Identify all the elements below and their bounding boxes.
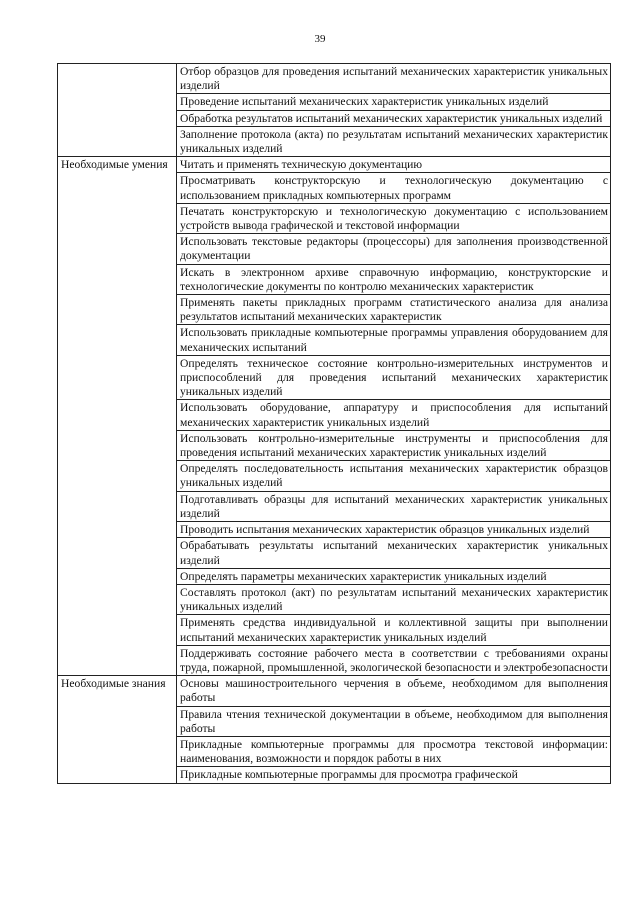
requirements-table-body [58,64,611,784]
requirement-item: Определять техническое состояние контрольно-измерительных инструментов и приспособлений для проведения испытаний механических характеристик уникальных изделий [177,355,611,400]
requirement-item: Прикладные компьютерные программы для просмотра графической [177,767,611,783]
group-label [58,64,177,157]
requirement-item: Применять средства индивидуальной и коллективной защиты при выполнении испытаний механических характеристик уникальных изделий [177,615,611,645]
requirement-item: Применять пакеты прикладных программ статистического анализа для анализа результатов испытаний механических характеристик [177,295,611,325]
group-label: Необходимые умения [58,157,177,676]
requirement-item: Проводить испытания механических характеристик образцов уникальных изделий [177,522,611,538]
table-row [58,157,611,173]
page-number: 39 [314,33,326,45]
requirement-item: Обрабатывать результаты испытаний механических характеристик уникальных изделий [177,538,611,568]
requirement-item: Правила чтения технической документации в объеме, необходимом для выполнения работы [177,706,611,736]
requirement-item: Составлять протокол (акт) по результатам испытаний механических характеристик уникальных изделий [177,584,611,614]
requirement-item: Подготавливать образцы для испытаний механических характеристик уникальных изделий [177,491,611,521]
group-label: Необходимые знания [58,676,177,783]
requirement-item: Основы машиностроительного черчения в объеме, необходимом для выполнения работы [177,676,611,706]
requirement-item: Читать и применять техническую документацию [177,157,611,173]
requirements-table [57,63,611,784]
requirement-item: Прикладные компьютерные программы для просмотра текстовой информации: наименования, возможности и порядок работы в них [177,736,611,766]
requirement-item: Определять параметры механических характеристик уникальных изделий [177,568,611,584]
requirement-item: Искать в электронном архиве справочную информацию, конструкторские и технологические документы по контролю механических характеристик [177,264,611,294]
requirement-item: Просматривать конструкторскую и технологическую документацию с использованием прикладных компьютерных программ [177,173,611,203]
table-row [58,64,611,94]
requirement-item: Отбор образцов для проведения испытаний механических характеристик уникальных изделий [177,64,611,94]
requirement-item: Использовать оборудование, аппаратуру и приспособления для испытаний механических характеристик уникальных изделий [177,400,611,430]
requirement-item: Использовать прикладные компьютерные программы управления оборудованием для механических испытаний [177,325,611,355]
requirement-item: Заполнение протокола (акта) по результатам испытаний механических характеристик уникальных изделий [177,126,611,156]
requirement-item: Использовать текстовые редакторы (процессоры) для заполнения производственной документации [177,234,611,264]
requirement-item: Обработка результатов испытаний механических характеристик уникальных изделий [177,110,611,126]
requirement-item: Определять последовательность испытания механических характеристик образцов уникальных изделий [177,461,611,491]
requirement-item: Поддерживать состояние рабочего места в соответствии с требованиями охраны труда, пожарной, промышленной, экологической безопасности и электробезопасности [177,645,611,675]
requirement-item: Печатать конструкторскую и технологическую документацию с использованием устройств вывода графической и текстовой информации [177,203,611,233]
requirement-item: Использовать контрольно-измерительные инструменты и приспособления для проведения испытаний механических характеристик уникальных изделий [177,430,611,460]
requirement-item: Проведение испытаний механических характеристик уникальных изделий [177,94,611,110]
table-row [58,676,611,706]
